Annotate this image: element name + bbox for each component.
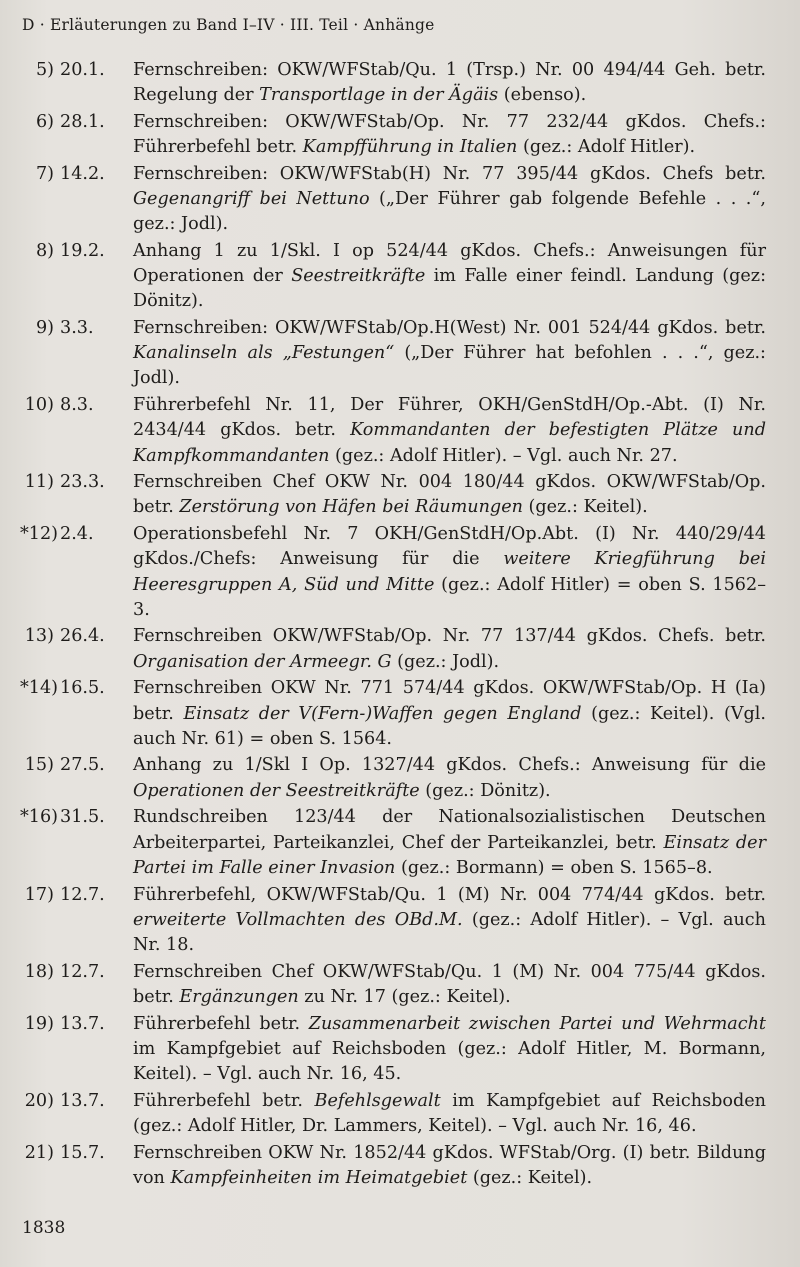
entry-text (133, 524, 766, 620)
entry-number: 13) (24, 626, 54, 647)
entry-text-part: (gez.: Adolf Hitler). – Vgl. auch Nr. 18. (133, 909, 766, 955)
list-item (0, 1141, 800, 1191)
list-item (0, 883, 800, 959)
entry-title-italic: Kanalinseln als „Festungen“ (133, 343, 395, 364)
entry-text-part: Fernschreiben OKW Nr. 771 574/44 gKdos. OKW/WFStab/Op. H (Ia) betr. (133, 678, 766, 724)
list-item (0, 110, 800, 160)
entry-text-part: Führerbefehl, OKW/WFStab/Qu. 1 (M) Nr. 004 774/44 gKdos. betr. (133, 884, 766, 905)
entry-number: 6) (35, 111, 54, 132)
entry-date: 28.1. (60, 111, 105, 132)
entry-text-part: Fernschreiben OKW/WFStab/Op. Nr. 77 137/44 gKdos. Chefs. betr. (133, 626, 766, 647)
entry-text-part: Fernschreiben: OKW/WFStab(H) Nr. 77 395/44 gKdos. Chefs betr. (133, 163, 766, 184)
entry-text-part: Fernschreiben: OKW/WFStab/Op. Nr. 77 232/44 gKdos. Chefs.: Führerbefehl betr. (133, 111, 766, 158)
entry-text-part: zu Nr. 17 (gez.: Keitel). (298, 986, 511, 1007)
entry-number: 19) (24, 1013, 54, 1034)
entry-text-part: Anhang zu 1/Skl I Op. 1327/44 gKdos. Chefs.: Anweisung für die (133, 755, 766, 776)
entry-text-part: (gez.: Adolf Hitler) = oben S. 1562–3. (133, 574, 766, 620)
entry-number: 20) (24, 1090, 54, 1111)
entry-date: 13.7. (60, 1090, 105, 1111)
entry-number: 7) (35, 163, 54, 184)
entry-text-part: Führerbefehl betr. (133, 1090, 315, 1111)
entry-title-italic: Transportlage in der Ägäis (259, 85, 499, 106)
entry-text-part: (gez.: Keitel). (467, 1167, 593, 1188)
entry-list (0, 58, 800, 1192)
list-item (0, 805, 800, 881)
entry-text-part: Führerbefehl betr. (133, 1013, 309, 1034)
entry-text-part: im Kampfgebiet auf Reichsboden (gez.: Adolf Hitler, Dr. Lammers, Keitel). – Vgl. auch Nr. 16, 46. (133, 1090, 766, 1136)
list-item (0, 470, 800, 520)
entry-title-italic: Zerstörung von Häfen bei Räumungen (179, 497, 523, 518)
list-item (0, 676, 800, 752)
entry-date: 31.5. (60, 807, 105, 828)
list-item (0, 522, 800, 623)
entry-date: 27.5. (60, 755, 105, 776)
entry-text (133, 807, 766, 877)
entry-text (133, 885, 766, 955)
entry-text-part: (gez.: Dönitz). (419, 780, 551, 801)
entry-number: 21) (24, 1142, 54, 1163)
entry-text-part: (gez.: Bormann) = oben S. 1565–8. (395, 857, 713, 878)
page-number: 1838 (22, 1218, 66, 1238)
entry-text (133, 1091, 766, 1136)
entry-text-part: (gez.: Adolf Hitler). (517, 137, 696, 158)
entry-date: 13.7. (60, 1013, 105, 1034)
list-item (0, 393, 800, 469)
list-item (0, 1089, 800, 1139)
list-item (0, 753, 800, 803)
entry-text-part: Fernschreiben OKW Nr. 1852/44 gKdos. WFStab/Org. (I) betr. Bildung von (133, 1142, 766, 1188)
entry-number: 8) (35, 240, 54, 261)
entry-text-part: im Falle einer feindl. Landung (gez: Dönitz). (133, 266, 766, 312)
entry-title-italic: Seestreitkräfte (291, 266, 426, 287)
entry-text (133, 241, 766, 311)
entry-title-italic: Kampfeinheiten im Heimatgebiet (170, 1167, 468, 1188)
entry-title-italic: Befehlsgewalt (314, 1090, 441, 1111)
entry-title-italic: Organisation der Armeegr. G (133, 651, 392, 672)
running-header: D · Erläuterungen zu Band I–IV · III. Teil · Anhänge (22, 16, 435, 34)
entry-text (133, 755, 766, 800)
entry-number: 9) (35, 318, 54, 339)
entry-text-part: Führerbefehl Nr. 11, Der Führer, OKH/GenStdH/Op.-Abt. (I) Nr. 2434/44 gKdos. betr. (133, 395, 766, 441)
entry-date: 20.1. (60, 60, 105, 80)
entry-number: 11) (24, 472, 54, 493)
list-item (0, 316, 800, 392)
entry-title-italic: Gegenangriff bei Nettuno (133, 189, 370, 210)
entry-title-italic: Einsatz der V(Fern-)Waffen gegen England (183, 703, 582, 724)
entry-date: 3.3. (60, 318, 94, 339)
entry-date: 12.7. (60, 961, 105, 982)
entry-title-italic: erweiterte Vollmachten des OBd.M. (133, 909, 463, 930)
entry-number: *16) (20, 807, 59, 828)
entry-text-part: (gez.: Adolf Hitler). – Vgl. auch Nr. 27. (329, 445, 678, 466)
entry-title-italic: Zusammenarbeit zwischen Partei und Wehrmacht (308, 1013, 766, 1034)
entry-text-part: Fernschreiben: OKW/WFStab/Qu. 1 (Trsp.) Nr. 00 494/44 Geh. betr. Regelung der (133, 60, 766, 106)
entry-text-part: Operationsbefehl Nr. 7 OKH/GenStdH/Op.Abt. (I) Nr. 440/29/44 gKdos./Chefs: Anweisung für die (133, 524, 766, 570)
list-item (0, 960, 800, 1010)
list-item (0, 162, 800, 238)
entry-text (133, 318, 766, 388)
entry-text-part: (gez.: Keitel). (Vgl. auch Nr. 61) = oben S. 1564. (133, 703, 766, 749)
entry-text-part: Fernschreiben: OKW/WFStab/Op.H(West) Nr. 001 524/44 gKdos. betr. (133, 318, 766, 339)
entry-text (133, 60, 766, 105)
entry-number: 5) (35, 60, 54, 80)
entry-date: 23.3. (60, 472, 105, 493)
entry-text-part: Fernschreiben Chef OKW Nr. 004 180/44 gKdos. OKW/WFStab/Op. betr. (133, 472, 766, 518)
entry-text-part: (ebenso). (498, 85, 587, 106)
entry-date: 15.7. (60, 1142, 105, 1163)
entry-text-part: („Der Führer hat befohlen . . .“, gez.: Jodl). (133, 343, 766, 389)
entry-text (133, 626, 766, 671)
entry-text (133, 678, 766, 748)
entry-text-part: („Der Führer gab folgende Befehle . . .“, gez.: Jodl). (133, 189, 766, 235)
entry-title-italic: weitere Kriegführung bei Heeresgruppen A, Süd und Mitte (133, 549, 766, 595)
entry-date: 12.7. (60, 884, 105, 905)
entry-number: *12) (20, 524, 59, 545)
entry-title-italic: Kampfführung in Italien (302, 137, 518, 158)
entry-title-italic: Einsatz der Partei im Falle einer Invasion (133, 832, 766, 878)
entry-text-part: (gez.: Keitel). (522, 497, 648, 518)
entry-text (133, 1143, 766, 1188)
entry-date: 2.4. (60, 524, 94, 545)
entry-text-part: im Kampfgebiet auf Reichsboden (gez.: Adolf Hitler, M. Bormann, Keitel). – Vgl. auch Nr. 16, 45. (133, 1038, 766, 1084)
entry-date: 14.2. (60, 163, 105, 184)
entry-date: 19.2. (60, 240, 105, 261)
entry-date: 16.5. (60, 678, 105, 699)
list-item (0, 58, 800, 108)
entry-number: *14) (20, 678, 59, 699)
entry-title-italic: Ergänzungen (179, 986, 299, 1007)
entry-text-part: Rundschreiben 123/44 der Nationalsozialistischen Deutschen Arbeiterpartei, Parteikanzlei, Chef der Parteikanzlei, betr. (133, 807, 766, 853)
entry-number: 18) (24, 961, 54, 982)
entry-number: 17) (24, 884, 54, 905)
entry-number: 10) (24, 395, 54, 416)
entry-text (133, 112, 766, 157)
list-item (0, 239, 800, 315)
entry-text-part: Anhang 1 zu 1/Skl. I op 524/44 gKdos. Chefs.: Anweisungen für Operationen der (133, 240, 766, 287)
entry-text (133, 962, 766, 1007)
entry-date: 8.3. (60, 395, 94, 416)
list-item (0, 624, 800, 674)
entry-text (133, 395, 766, 465)
entry-text (133, 472, 766, 517)
entry-text (133, 1014, 766, 1084)
entry-text-part: Fernschreiben Chef OKW/WFStab/Qu. 1 (M) Nr. 004 775/44 gKdos. betr. (133, 961, 766, 1007)
entry-title-italic: Kommandanten der befestigten Plätze und Kampfkommandanten (133, 420, 766, 466)
entry-text (133, 164, 766, 234)
entry-date: 26.4. (60, 626, 105, 647)
entry-text-part: (gez.: Jodl). (391, 651, 500, 672)
list-item (0, 1012, 800, 1088)
entry-title-italic: Operationen der Seestreitkräfte (133, 780, 420, 801)
entry-number: 15) (24, 755, 54, 776)
